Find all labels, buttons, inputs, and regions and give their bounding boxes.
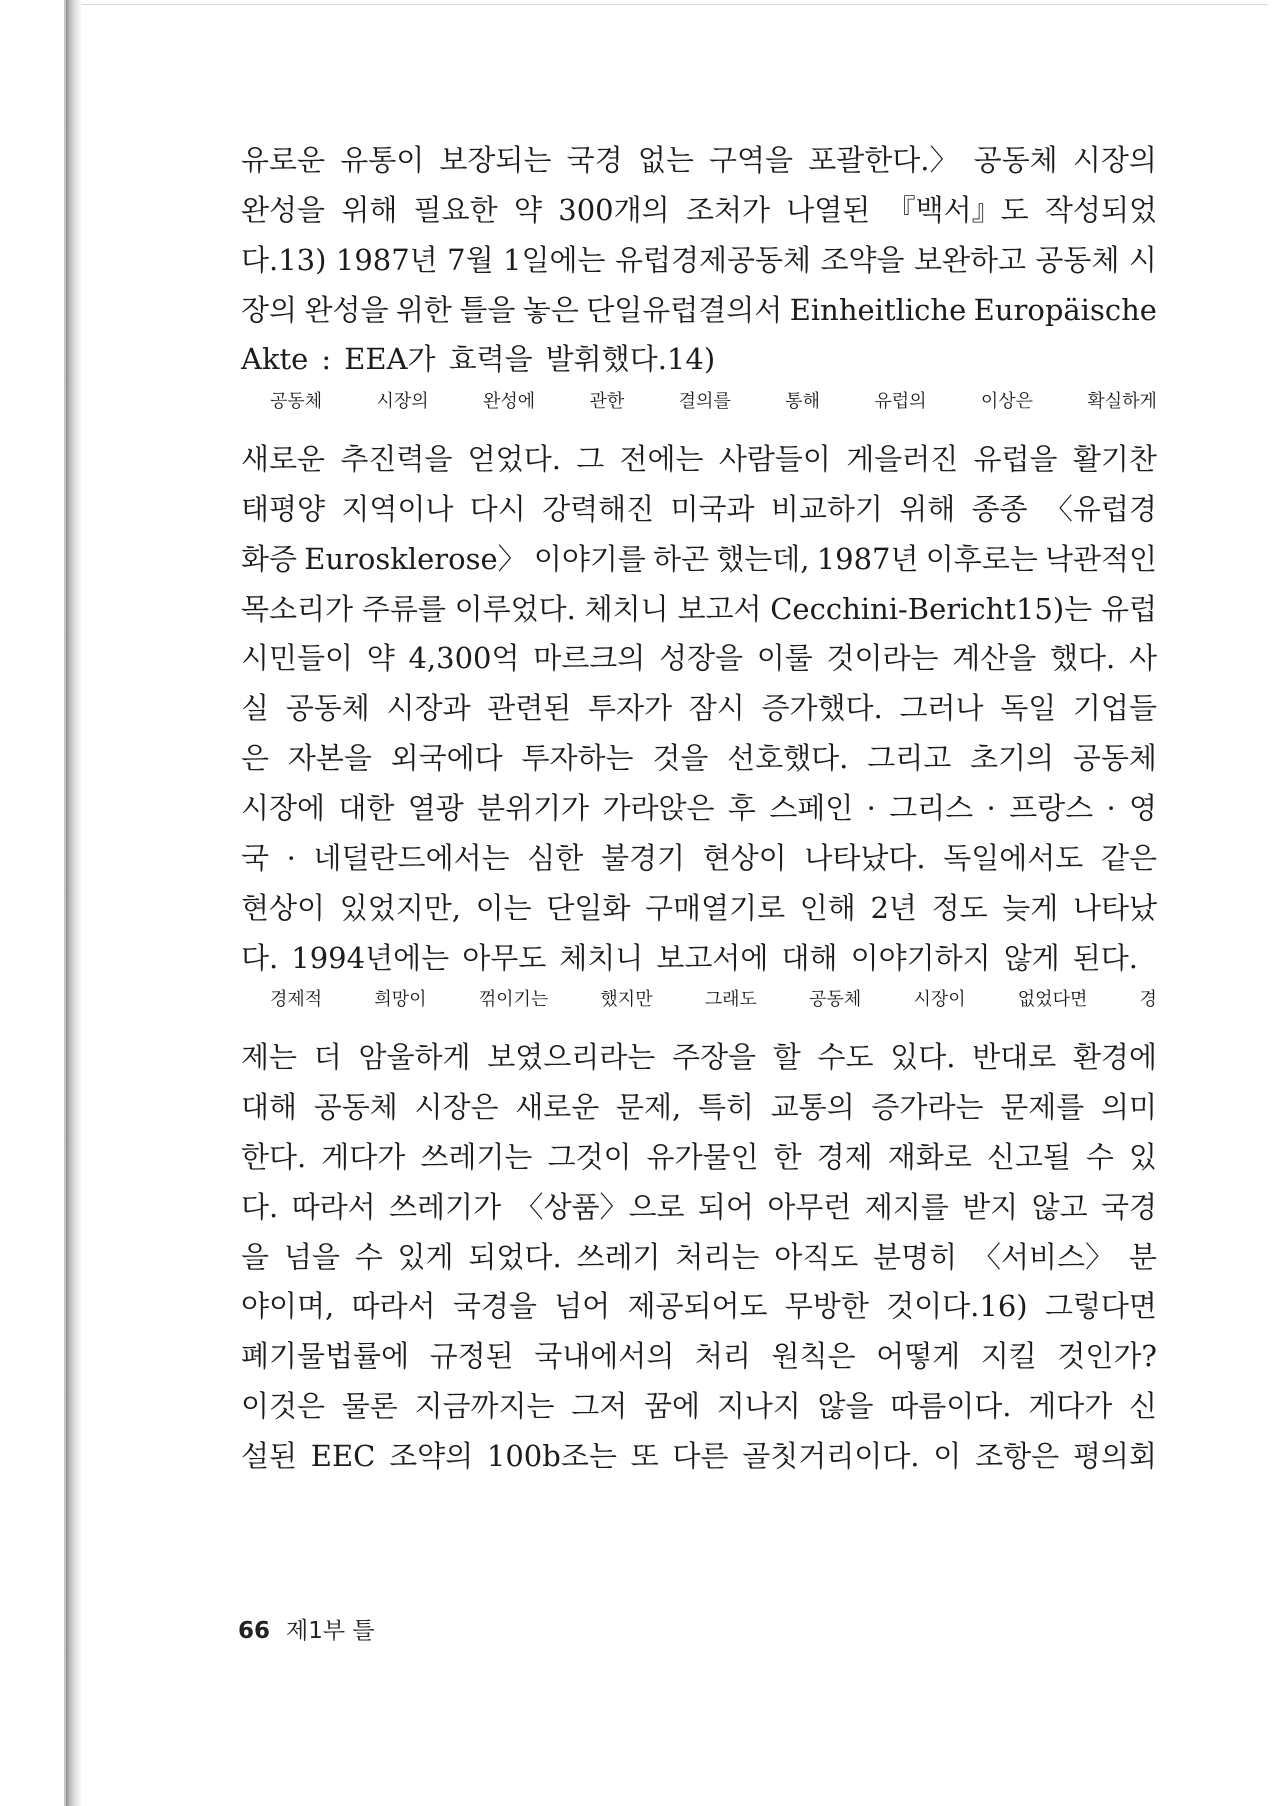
page-footer <box>238 1612 375 1645</box>
text-line: 다. 1994년에는 아무도 체치니 보고서에 대해 이야기하지 않게 된다. <box>241 940 1139 975</box>
text-line: 을 넘을 수 있게 되었다. 쓰레기 처리는 아직도 분명히 〈서비스〉 분 <box>241 1239 1157 1274</box>
text-line: 목소리가 주류를 이루었다. 체치니 보고서 Cecchini-Bericht15)는 유럽 <box>241 591 1157 626</box>
text-line: 새로운 추진력을 얻었다. 그 전에는 사람들이 게을러진 유럽을 활기찬 <box>241 442 1157 477</box>
page-binding-edge <box>66 0 82 1806</box>
text-line: 국 · 네덜란드에서는 심한 불경기 현상이 나타났다. 독일에서도 같은 <box>241 840 1157 875</box>
text-line: 설된 EEC 조약의 100b조는 또 다른 골칫거리이다. 이 조항은 평의회 <box>241 1438 1157 1473</box>
text-line: 태평양 지역이나 다시 강력해진 미국과 비교하기 위해 종종 〈유럽경 <box>241 491 1157 526</box>
text-line: 현상이 있었지만, 이는 단일화 구매열기로 인해 2년 정도 늦게 나타났 <box>241 890 1157 925</box>
body-text <box>241 138 1157 1484</box>
text-line: 시장에 대한 열광 분위기가 가라앉은 후 스페인 · 그리스 · 프랑스 · 영 <box>241 790 1157 825</box>
text-line: 야이며, 따라서 국경을 넘어 제공되어도 무방한 것이다.16) 그렇다면 <box>241 1289 1157 1324</box>
text-line: 제는 더 암울하게 보였으리라는 주장을 할 수도 있다. 반대로 환경에 <box>241 1040 1157 1075</box>
text-line: 이것은 물론 지금까지는 그저 꿈에 지나지 않을 따름이다. 게다가 신 <box>241 1389 1157 1424</box>
text-line: 장의 완성을 위한 틀을 놓은 단일유럽결의서 Einheitliche Europäische <box>241 292 1157 327</box>
text-line: 대해 공동체 시장은 새로운 문제, 특히 교통의 증가라는 문제를 의미 <box>241 1090 1157 1125</box>
text-line: 실 공동체 시장과 관련된 투자가 잠시 증가했다. 그러나 독일 기업들 <box>241 691 1157 726</box>
text-line: 한다. 게다가 쓰레기는 그것이 유가물인 한 경제 재화로 신고될 수 있 <box>241 1139 1157 1174</box>
text-line: 화증 Eurosklerose〉 이야기를 하곤 했는데, 1987년 이후로는 낙관적인 <box>241 541 1157 576</box>
page-number: 66 <box>238 1618 271 1644</box>
text-line: 유로운 유통이 보장되는 국경 없는 구역을 포괄한다.〉 공동체 시장의 <box>241 143 1157 177</box>
text-line: 경제적 희망이 꺾이기는 했지만 그래도 공동체 시장이 없었다면 경 <box>270 989 1157 1011</box>
text-line: 다.13) 1987년 7월 1일에는 유럽경제공동체 조약을 보완하고 공동체 시 <box>241 242 1157 277</box>
text-line: 시민들이 약 4,300억 마르크의 성장을 이룰 것이라는 계산을 했다. 사 <box>241 641 1157 676</box>
text-line: 공동체 시장의 완성에 관한 결의를 통해 유럽의 이상은 확실하게 <box>270 391 1157 413</box>
text-line: 완성을 위해 필요한 약 300개의 조처가 나열된 『백서』도 작성되었 <box>241 192 1157 227</box>
text-line: 폐기물법률에 규정된 국내에서의 처리 원칙은 어떻게 지킬 것인가? <box>241 1339 1157 1374</box>
text-line: 은 자본을 외국에다 투자하는 것을 선호했다. 그리고 초기의 공동체 <box>241 741 1157 776</box>
text-line: Akte : EEA가 효력을 발휘했다.14) <box>241 342 716 377</box>
text-line: 다. 따라서 쓰레기가 〈상품〉으로 되어 아무런 제지를 받지 않고 국경 <box>241 1189 1157 1224</box>
running-footer-title: 제1부 틀 <box>286 1618 375 1644</box>
